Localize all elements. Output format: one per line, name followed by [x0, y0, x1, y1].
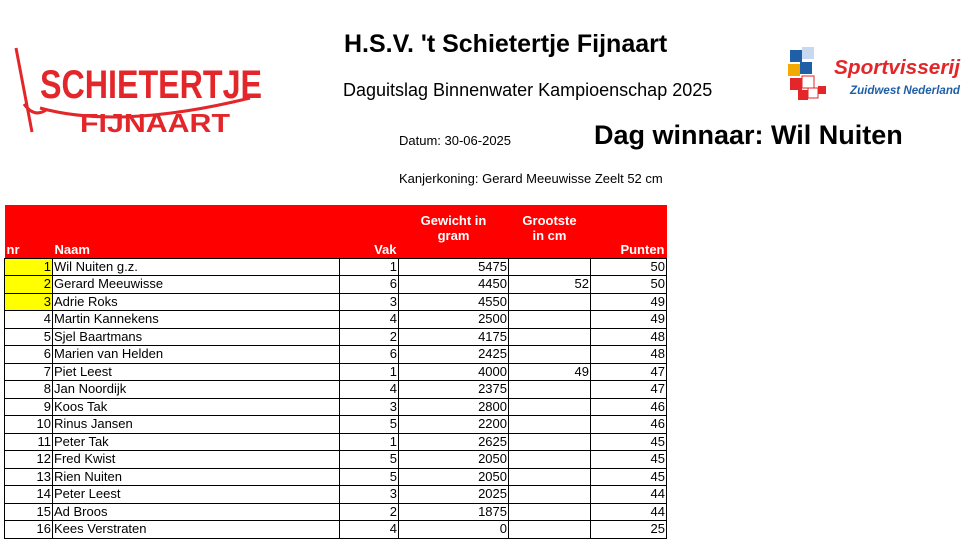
table-row — [5, 503, 667, 521]
cell-naam: Kees Verstraten — [53, 521, 340, 539]
cell-gewicht: 2425 — [399, 346, 509, 364]
table-row — [5, 416, 667, 434]
cell-nr: 12 — [5, 451, 53, 469]
col-vak: Vak — [340, 205, 399, 258]
cell-gewicht: 2025 — [399, 486, 509, 504]
cell-vak: 3 — [340, 293, 399, 311]
cell-naam: Martin Kannekens — [53, 311, 340, 329]
cell-punten: 44 — [591, 503, 667, 521]
cell-grootste — [509, 258, 591, 276]
cell-gewicht: 4000 — [399, 363, 509, 381]
cell-grootste — [509, 328, 591, 346]
cell-gewicht: 4550 — [399, 293, 509, 311]
club-logo — [10, 40, 270, 140]
col-grootste-line1: Grootste — [522, 213, 577, 228]
table-row — [5, 293, 667, 311]
cell-naam: Wil Nuiten g.z. — [53, 258, 340, 276]
cell-gewicht: 2800 — [399, 398, 509, 416]
cell-punten: 45 — [591, 468, 667, 486]
cell-vak: 5 — [340, 416, 399, 434]
cell-vak: 5 — [340, 468, 399, 486]
table-row — [5, 486, 667, 504]
cell-gewicht: 2050 — [399, 451, 509, 469]
cell-nr: 2 — [5, 276, 53, 294]
cell-gewicht: 2375 — [399, 381, 509, 399]
cell-naam: Rien Nuiten — [53, 468, 340, 486]
cell-gewicht: 4450 — [399, 276, 509, 294]
table-header-row — [5, 205, 667, 258]
cell-gewicht: 1875 — [399, 503, 509, 521]
cell-punten: 47 — [591, 381, 667, 399]
cell-vak: 1 — [340, 258, 399, 276]
kanjer-koning: Kanjerkoning: Gerard Meeuwisse Zeelt 52 cm — [399, 171, 663, 186]
table-row — [5, 521, 667, 539]
table-row — [5, 346, 667, 364]
cell-naam: Peter Tak — [53, 433, 340, 451]
cell-punten: 45 — [591, 451, 667, 469]
cell-vak: 2 — [340, 328, 399, 346]
cell-punten: 50 — [591, 276, 667, 294]
cell-grootste — [509, 416, 591, 434]
cell-punten: 49 — [591, 293, 667, 311]
cell-gewicht: 2200 — [399, 416, 509, 434]
club-logo-line1: SCHIETERTJE — [40, 63, 262, 107]
cell-nr: 7 — [5, 363, 53, 381]
cell-vak: 3 — [340, 486, 399, 504]
cell-nr: 6 — [5, 346, 53, 364]
cell-naam: Sjel Baartmans — [53, 328, 340, 346]
cell-vak: 4 — [340, 381, 399, 399]
cell-naam: Koos Tak — [53, 398, 340, 416]
table-row — [5, 328, 667, 346]
col-gewicht-line1: Gewicht in — [420, 213, 487, 228]
table-row — [5, 468, 667, 486]
cell-grootste — [509, 398, 591, 416]
checkered-flag-icon — [788, 47, 826, 100]
col-gewicht — [399, 205, 509, 258]
cell-vak: 5 — [340, 451, 399, 469]
cell-vak: 1 — [340, 433, 399, 451]
sportvisserij-region: Zuidwest Nederland — [849, 83, 961, 97]
cell-naam: Rinus Jansen — [53, 416, 340, 434]
cell-vak: 6 — [340, 276, 399, 294]
cell-grootste — [509, 346, 591, 364]
col-gewicht-line2: gram — [437, 228, 470, 243]
cell-naam: Adrie Roks — [53, 293, 340, 311]
club-logo-graphic — [10, 40, 270, 140]
cell-gewicht: 0 — [399, 521, 509, 539]
cell-naam: Gerard Meeuwisse — [53, 276, 340, 294]
col-nr: nr — [5, 205, 53, 258]
cell-vak: 3 — [340, 398, 399, 416]
cell-naam: Jan Noordijk — [53, 381, 340, 399]
cell-grootste: 52 — [509, 276, 591, 294]
cell-punten: 47 — [591, 363, 667, 381]
cell-gewicht: 2500 — [399, 311, 509, 329]
cell-punten: 50 — [591, 258, 667, 276]
day-winner: Dag winnaar: Wil Nuiten — [594, 120, 903, 150]
cell-nr: 14 — [5, 486, 53, 504]
cell-nr: 11 — [5, 433, 53, 451]
cell-gewicht: 2625 — [399, 433, 509, 451]
cell-punten: 25 — [591, 521, 667, 539]
cell-gewicht: 4175 — [399, 328, 509, 346]
table-row — [5, 311, 667, 329]
cell-nr: 13 — [5, 468, 53, 486]
cell-punten: 46 — [591, 398, 667, 416]
cell-vak: 2 — [340, 503, 399, 521]
cell-vak: 6 — [340, 346, 399, 364]
page-title: H.S.V. 't Schietertje Fijnaart — [344, 30, 668, 58]
cell-vak: 1 — [340, 363, 399, 381]
cell-grootste — [509, 311, 591, 329]
cell-naam: Ad Broos — [53, 503, 340, 521]
sportvisserij-logo — [784, 44, 964, 106]
cell-punten: 49 — [591, 311, 667, 329]
table-row — [5, 433, 667, 451]
sportvisserij-brand: Sportvisserij — [834, 57, 961, 79]
cell-grootste — [509, 468, 591, 486]
club-logo-line2: FIJNAART — [80, 108, 231, 138]
table-row — [5, 258, 667, 276]
cell-gewicht: 5475 — [399, 258, 509, 276]
cell-punten: 45 — [591, 433, 667, 451]
cell-punten: 48 — [591, 328, 667, 346]
table-row — [5, 276, 667, 294]
cell-punten: 44 — [591, 486, 667, 504]
cell-grootste — [509, 381, 591, 399]
sportvisserij-logo-graphic — [784, 44, 964, 106]
results-table — [4, 205, 667, 539]
cell-naam: Piet Leest — [53, 363, 340, 381]
cell-gewicht: 2050 — [399, 468, 509, 486]
cell-naam: Fred Kwist — [53, 451, 340, 469]
cell-vak: 4 — [340, 311, 399, 329]
cell-punten: 48 — [591, 346, 667, 364]
col-grootste — [509, 205, 591, 258]
cell-grootste — [509, 293, 591, 311]
col-grootste-line2: in cm — [532, 228, 567, 243]
cell-naam: Marien van Helden — [53, 346, 340, 364]
table-row — [5, 451, 667, 469]
cell-vak: 4 — [340, 521, 399, 539]
cell-grootste — [509, 451, 591, 469]
cell-grootste: 49 — [509, 363, 591, 381]
cell-nr: 1 — [5, 258, 53, 276]
page-subtitle: Daguitslag Binnenwater Kampioenschap 2025 — [343, 80, 713, 100]
cell-grootste — [509, 433, 591, 451]
cell-grootste — [509, 503, 591, 521]
cell-nr: 15 — [5, 503, 53, 521]
cell-grootste — [509, 486, 591, 504]
cell-nr: 4 — [5, 311, 53, 329]
cell-nr: 9 — [5, 398, 53, 416]
cell-nr: 16 — [5, 521, 53, 539]
cell-punten: 46 — [591, 416, 667, 434]
table-row — [5, 398, 667, 416]
cell-grootste — [509, 521, 591, 539]
col-naam: Naam — [53, 205, 340, 258]
table-row — [5, 363, 667, 381]
match-date: Datum: 30-06-2025 — [399, 133, 512, 148]
cell-nr: 10 — [5, 416, 53, 434]
cell-nr: 3 — [5, 293, 53, 311]
table-row — [5, 381, 667, 399]
col-punten: Punten — [591, 205, 667, 258]
cell-naam: Peter Leest — [53, 486, 340, 504]
cell-nr: 8 — [5, 381, 53, 399]
cell-nr: 5 — [5, 328, 53, 346]
